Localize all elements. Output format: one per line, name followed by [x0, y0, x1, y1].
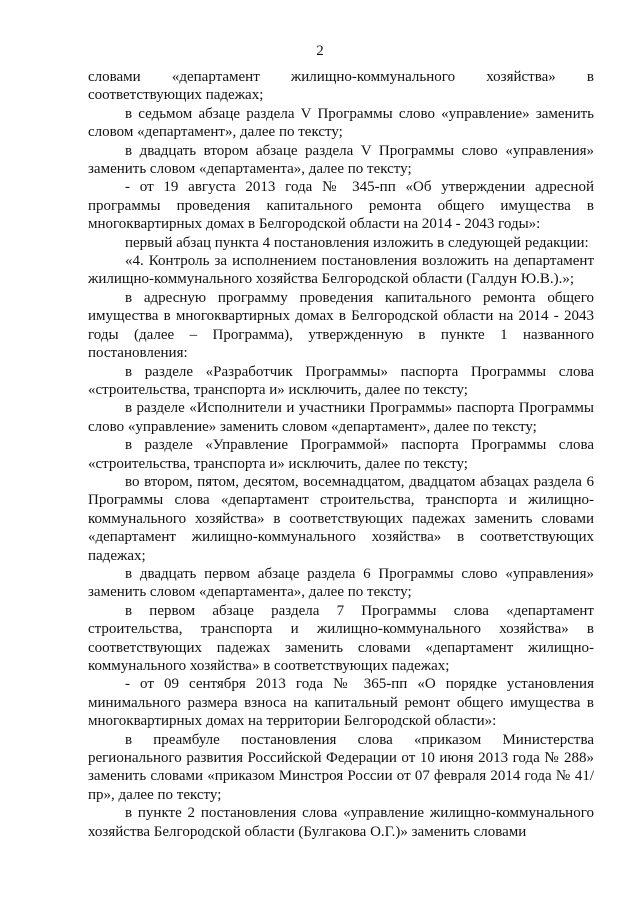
paragraph: в разделе «Разработчик Программы» паспорта Программы слова «строительства, транспорта и» исключить, далее по тексту; — [88, 363, 594, 398]
paragraph: во втором, пятом, десятом, восемнадцатом, двадцатом абзацах раздела 6 Программы слова «департамент строительства, транспорта и жилищно-коммунального хозяйства» в соответствующих падежах заменить словами «департамент жилищно-коммунального хозяйства» в соответствующих падежах; — [88, 473, 594, 564]
paragraph: в седьмом абзаце раздела V Программы слово «управление» заменить словом «департамент», далее по тексту; — [88, 105, 594, 141]
paragraph: в пункте 2 постановления слова «управление жилищно-коммунального хозяйства Белгородской области (Булгакова О.Г.)» заменить словами — [88, 805, 594, 840]
document-body — [88, 68, 594, 841]
paragraph: в преамбуле постановления слова «приказом Министерства регионального развития Российской Федерации от 10 июня 2013 года № 288» заменить словами «приказом Минстроя России от 07 февраля 2014 года № 41/пр», далее по тексту; — [88, 731, 594, 803]
paragraph: первый абзац пункта 4 постановления изложить в следующей редакции: — [125, 234, 589, 251]
paragraph: в первом абзаце раздела 7 Программы слова «департамент строительства, транспорта и жилищно-коммунального хозяйства» в соответствующих падежах заменить словами «департамент жилищно-коммунального хозяйства» в соответствующих падежах; — [88, 602, 594, 674]
paragraph: в двадцать втором абзаце раздела V Программы слово «управления» заменить словом «департамента», далее по тексту; — [88, 142, 594, 178]
paragraph: в разделе «Исполнители и участники Программы» паспорта Программы слово «управление» заменить словом «департамент», далее по тексту; — [88, 400, 594, 435]
paragraph: в адресную программу проведения капитального ремонта общего имущества в многоквартирных домах в Белгородской области на 2014 - 2043 годы (далее – Программа), утвержденную в пункте 1 названного постановления: — [88, 289, 594, 362]
paragraph: в двадцать первом абзаце раздела 6 Программы слово «управления» заменить словом «департамента», далее по тексту; — [88, 565, 594, 601]
page-number: 2 — [316, 43, 324, 59]
paragraph: - от 09 сентября 2013 года № 365-пп «О порядке установления минимального размера взноса на капитальный ремонт общего имущества в многоквартирных домах на территории Белгородской области»: — [88, 676, 594, 730]
paragraph: словами «департамент жилищно-коммунального хозяйства» в соответствующих падежах; — [88, 69, 594, 104]
paragraph: в разделе «Управление Программой» паспорта Программы слова «строительства, транспорта и» исключить, далее по тексту; — [88, 437, 594, 472]
paragraph: «4. Контроль за исполнением постановления возложить на департамент жилищно-коммунального хозяйства Белгородской области (Галдун Ю.В.).»; — [88, 253, 594, 288]
paragraph: - от 19 августа 2013 года № 345-пп «Об утверждении адресной программы проведения капитального ремонта общего имущества в многоквартирных домах в Белгородской области на 2014 - 2043 годы»: — [88, 179, 594, 233]
